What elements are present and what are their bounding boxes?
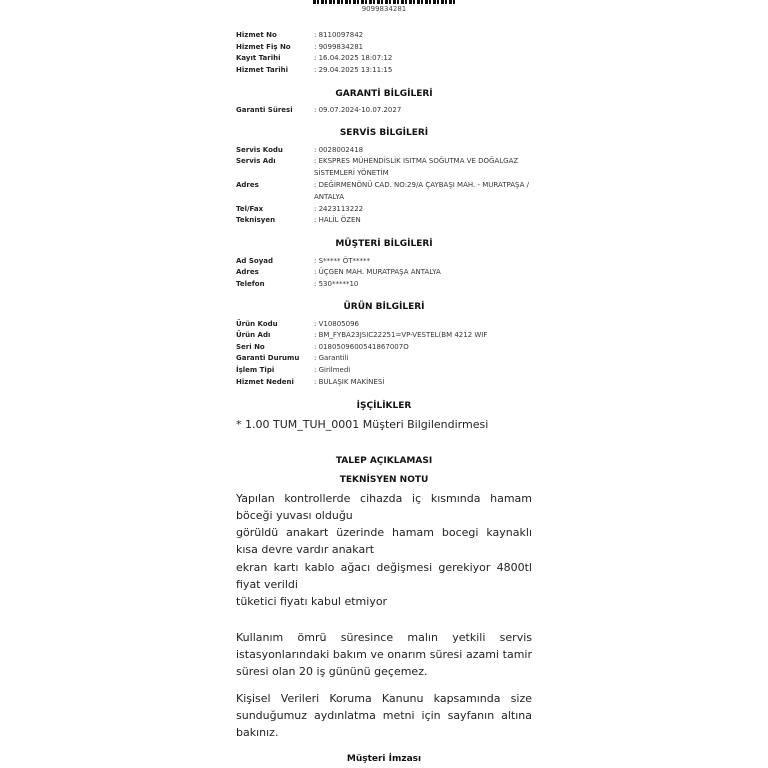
info-value: : 9099834281 bbox=[314, 43, 364, 51]
service-row-address bbox=[236, 180, 532, 203]
info-value: : V10805096 bbox=[314, 320, 360, 328]
info-label: Servis Adı bbox=[236, 157, 276, 165]
info-value: : 29.04.2025 13:11:15 bbox=[314, 66, 393, 74]
warranty-legal-paragraph: Kullanım ömrü süresince malın yetkili servis istasyonlarındaki bakım ve onarım süresi azami tamir süresi olan 20 iş gününü geçemez. bbox=[236, 631, 532, 678]
product-row-warranty-status bbox=[236, 353, 532, 365]
product-section-title: ÜRÜN BİLGİLERİ bbox=[343, 302, 425, 312]
info-label: Hizmet Fiş No bbox=[236, 43, 291, 51]
header-slip-number: 9099834281 bbox=[361, 5, 407, 13]
info-value: : 2423113222 bbox=[314, 205, 364, 213]
warranty-section-title: GARANTİ BİLGİLERİ bbox=[335, 89, 433, 99]
technician-note-line: tüketici fiyatı kabul etmiyor bbox=[236, 595, 388, 608]
info-label: Garanti Süresi bbox=[236, 106, 293, 114]
info-label: Adres bbox=[236, 181, 259, 189]
info-value: : BM_FYBA23JSIC22251=VP-VESTEL(BM 4212 WIF bbox=[314, 331, 488, 339]
customer-row-name bbox=[236, 256, 532, 268]
customer-row-address bbox=[236, 267, 532, 279]
warranty-row bbox=[236, 105, 532, 117]
customer-row-phone bbox=[236, 279, 532, 291]
service-row-phone bbox=[236, 204, 532, 216]
service-row-code bbox=[236, 145, 532, 157]
info-label: Ürün Adı bbox=[236, 331, 271, 339]
info-label: Tel/Fax bbox=[236, 205, 264, 213]
customer-signature-title: Müşteri İmzası bbox=[346, 754, 422, 764]
product-row-service-reason bbox=[236, 377, 532, 389]
technician-note-line: görüldü anakart üzerinde hamam bocegi kaynaklı kısa devre vardır anakart bbox=[236, 526, 532, 556]
info-value: : EKSPRES MÜHENDİSLİK ISITMA SOĞUTMA VE DOĞALGAZ SİSTEMLERİ YÖNETİM bbox=[314, 157, 519, 177]
customer-section-title: MÜŞTERİ BİLGİLERİ bbox=[335, 239, 433, 249]
info-label: Ürün Kodu bbox=[236, 320, 278, 328]
document-header-title bbox=[313, 0, 456, 4]
info-value: : BULAŞIK MAKİNESİ bbox=[314, 378, 385, 386]
info-label: Adres bbox=[236, 268, 259, 276]
info-label: Kayıt Tarihi bbox=[236, 54, 281, 62]
info-value: : ÜÇGEN MAH. MURATPAŞA ANTALYA bbox=[314, 268, 441, 276]
request-section-title: TALEP AÇIKLAMASI bbox=[335, 456, 433, 466]
info-label: Servis Kodu bbox=[236, 146, 283, 154]
service-row-name bbox=[236, 156, 532, 179]
info-value: : Girilmedi bbox=[314, 366, 351, 374]
product-row-code bbox=[236, 319, 532, 331]
kvkk-paragraph: Kişisel Verileri Koruma Kanunu kapsamında size sunduğumuz aydınlatma metni için sayfanın altına bakınız. bbox=[236, 692, 532, 739]
info-label: Hizmet Tarihi bbox=[236, 66, 288, 74]
info-value: : 09.07.2024-10.07.2027 bbox=[314, 106, 402, 114]
info-value: : Garantili bbox=[314, 354, 349, 362]
info-label: Ad Soyad bbox=[236, 257, 274, 265]
info-value: : 16.04.2025 18:07:12 bbox=[314, 54, 393, 62]
info-label: Seri No bbox=[236, 343, 265, 351]
info-label: Teknisyen bbox=[236, 216, 276, 224]
info-row-slip-no bbox=[236, 42, 532, 54]
info-value: : HALİL ÖZEN bbox=[314, 216, 361, 224]
info-label: Telefon bbox=[236, 280, 265, 288]
info-label: Garanti Durumu bbox=[236, 354, 300, 362]
info-row-service-date bbox=[236, 65, 532, 77]
labor-section-title: İŞÇİLİKLER bbox=[356, 401, 412, 411]
service-section-title: SERVİS BİLGİLERİ bbox=[339, 128, 429, 138]
info-label: Hizmet No bbox=[236, 31, 277, 39]
info-row-service-no bbox=[236, 30, 532, 42]
info-value: : S***** ÖT***** bbox=[314, 257, 371, 265]
info-label: Hizmet Nedeni bbox=[236, 378, 294, 386]
technician-note-title: TEKNİSYEN NOTU bbox=[339, 475, 429, 485]
product-row-name bbox=[236, 330, 532, 342]
product-row-operation-type bbox=[236, 365, 532, 377]
labor-item: * 1.00 TUM_TUH_0001 Müşteri Bilgilendirmesi bbox=[236, 418, 489, 431]
info-value: : 0028002418 bbox=[314, 146, 364, 154]
technician-note-line: ekran kartı kablo ağacı değişmesi gerekiyor 4800tl fiyat verildi bbox=[236, 561, 532, 591]
info-row-record-date bbox=[236, 53, 532, 65]
info-value: : 8110097842 bbox=[314, 31, 364, 39]
service-row-technician bbox=[236, 215, 532, 227]
info-value: : 0180509600541867007O bbox=[314, 343, 409, 351]
info-value: : DEĞİRMENÖNÜ CAD. NO:29/A ÇAYBAŞI MAH. - MURATPAŞA / ANTALYA bbox=[314, 181, 529, 201]
product-row-serial bbox=[236, 342, 532, 354]
info-value: : 530*****10 bbox=[314, 280, 359, 288]
info-label: İşlem Tipi bbox=[236, 366, 275, 374]
technician-note-line: Yapılan kontrollerde cihazda iç kısmında hamam böceği yuvası olduğu bbox=[236, 492, 532, 522]
